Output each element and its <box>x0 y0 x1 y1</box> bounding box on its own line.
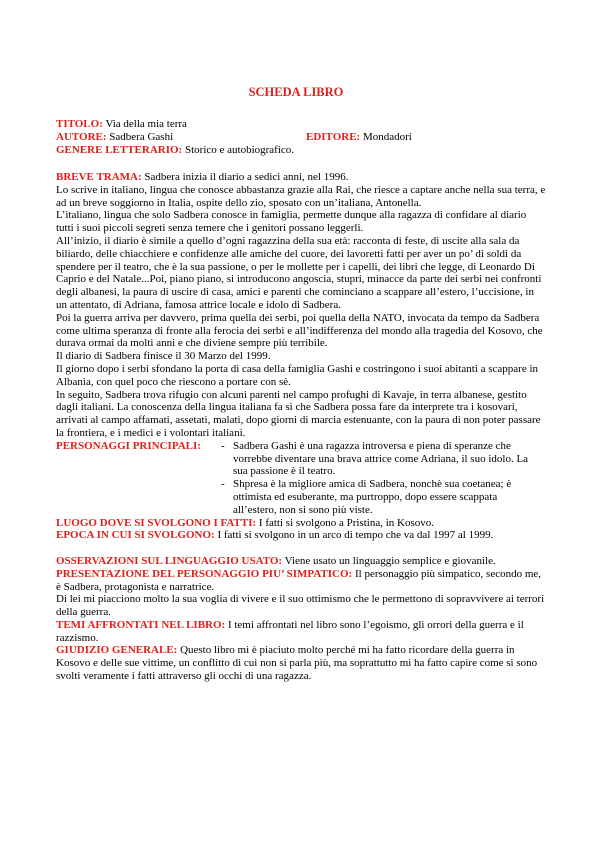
giudizio-label: GIUDIZIO GENERALE: <box>56 644 178 657</box>
autore-value: Sadbera Gashi <box>109 130 174 143</box>
editore-value: Mondadori <box>362 130 412 143</box>
genere-value: Storico e autobiografico. <box>184 143 295 156</box>
giudizio-line <box>56 644 546 682</box>
personaggio-text: Shpresa è la migliore amica di Sadbera, nonchè sua coetanea; è ottimista ed esuberante, ma purtroppo, dopo essere scappata all’estero, non si sono più viste. <box>233 478 512 516</box>
blank-line <box>56 542 546 555</box>
trama-label: BREVE TRAMA: <box>56 171 142 183</box>
simpatico-line <box>56 568 546 594</box>
epoca-label: EPOCA IN CUI SI SVOLGONO: <box>56 529 215 542</box>
trama-paragraph: L’italiano, lingua che solo Sadbera conosce in famiglia, permette dunque alla ragazza di confidare al diario tutti i suoi piccoli segreti senza temere che i genitori possano leggerli. <box>56 209 527 235</box>
titolo-value: Via della mia terra <box>105 118 187 130</box>
luogo-line <box>56 517 546 530</box>
page-title: SCHEDA LIBRO <box>248 85 344 99</box>
personaggi-spacer <box>56 478 221 516</box>
genere-label: GENERE LETTERARIO: <box>56 143 183 156</box>
titolo-line <box>56 118 546 131</box>
personaggio-dash: - <box>221 439 225 452</box>
trama-paragraph: All’inizio, il diario è simile a quello d’ogni ragazzina della sua età: racconta di feste, di uscite alla sala da biliardo, delle chiacchiere e confidenze alle amiche del cuore, dei lavoretti fatti per aver un po’ di soldi da spendere per il teatro, che è la sua passione, o per le mollette per i capelli, dei libri che legge, di Leonardo Di Caprio e del Natale...Poi, piano piano, si introducono angoscia, stupri, minacce da parte dei serbi nei confronti degli albanesi, la paura di uscire di casa, amici e parenti che cominciano a scappare all’estero, l’uccisione, in un attentato, di Adriana, famosa attrice locale e idolo di Sadbera. <box>56 234 542 311</box>
trama-paragraph: Poi la guerra arriva per davvero, prima quella dei serbi, poi quella della NATO, invocata da tempo da Sadbera come ultima speranza di fronte alla ferocia dei serbi e all’indifferenza del mondo alla tragedia del Kosovo, che durava ormai da molti anni e che diviene sempre più terribile. <box>56 311 543 350</box>
trama-paragraph: In seguito, Sadbera trova rifugio con alcuni parenti nel campo profughi di Kavaje, in terra albanese, gestito dagli italiani. La conoscenza della lingua italiana fa sì che Sadbera possa fare da interprete tra i kosovari, arrivati al campo affamati, assetati, malati, dopo giorni di marcia estenuante, con la paura di non poter passare la frontiera, e i medici e i volontari italiani. <box>56 388 541 439</box>
personaggio-text: Sadbera Gashi è una ragazza introversa e piena di speranze che vorrebbe diventare una brava attrice come Adriana, il suo idolo. La sua passione è il teatro. <box>233 439 529 478</box>
personaggio-dash: - <box>221 478 225 491</box>
editore-field <box>306 131 412 144</box>
temi-label: TEMI AFFRONTATI NEL LIBRO: <box>56 618 226 631</box>
linguaggio-label: OSSERVAZIONI SUL LINGUAGGIO USATO: <box>56 554 283 567</box>
trama-paragraph: Il diario di Sadbera finisce il 30 Marzo del 1999. <box>56 350 271 363</box>
simpatico-label: PRESENTAZIONE DEL PERSONAGGIO PIU’ SIMPATICO: <box>56 567 353 580</box>
trama-section <box>56 171 546 683</box>
autore-line <box>56 131 546 144</box>
luogo-value: I fatti si svolgono a Pristina, in Kosovo. <box>258 516 434 529</box>
simpatico-extra: Di lei mi piacciono molto la sua voglia di vivere e il suo ottimismo che le permettono di sopravvivere ai terrori della guerra. <box>56 593 545 619</box>
epoca-value: I fatti si svolgono in un arco di tempo che va dal 1997 al 1999. <box>217 529 494 542</box>
trama-paragraph: Il giorno dopo i serbi sfondano la porta di casa della famiglia Gashi e costringono i suoi abitanti a scappare in Albania, con quel poco che riescono a portare con sè. <box>56 362 539 388</box>
genere-line <box>56 144 546 157</box>
temi-line <box>56 619 546 645</box>
book-info <box>56 118 546 156</box>
linguaggio-line <box>56 555 546 568</box>
titolo-label: TITOLO: <box>56 118 103 130</box>
autore-label: AUTORE: <box>56 130 107 143</box>
giudizio-value: Questo libro mi è piaciuto molto perché mi ha fatto ricordare della guerra in Kosovo e delle sue vittime, un conflitto di cui non si parla più, ma soprattutto mi ha fatto capire come si sono svolti veramente i fatti attraverso gli occhi di una ragazza. <box>56 644 538 683</box>
personaggio-row <box>56 440 546 478</box>
personaggio-row <box>56 478 546 516</box>
trama-paragraph: Lo scrive in italiano, lingua che conosce abbastanza grazie alla Rai, che riesce a captare anche nella sua terra, e ad un breve soggiorno in Italia, ospite dello zio, sposato con un’italiana, Antonella. <box>56 183 546 209</box>
epoca-line <box>56 529 546 542</box>
trama-first <box>56 171 546 184</box>
trama-first-text: Sadbera inizia il diario a sedici anni, nel 1996. <box>144 171 349 183</box>
personaggi-label: PERSONAGGI PRINCIPALI: <box>56 439 201 452</box>
luogo-label: LUOGO DOVE SI SVOLGONO I FATTI: <box>56 516 257 529</box>
simpatico-value: Il personaggio più simpatico, secondo me, è Sadbera, protagonista e narratrice. <box>56 567 542 593</box>
linguaggio-value: Viene usato un linguaggio semplice e giovanile. <box>284 554 496 567</box>
editore-label: EDITORE: <box>306 130 361 143</box>
temi-value: I temi affrontati nel libro sono l’egoismo, gli orrori della guerra e il razzismo. <box>56 618 524 644</box>
